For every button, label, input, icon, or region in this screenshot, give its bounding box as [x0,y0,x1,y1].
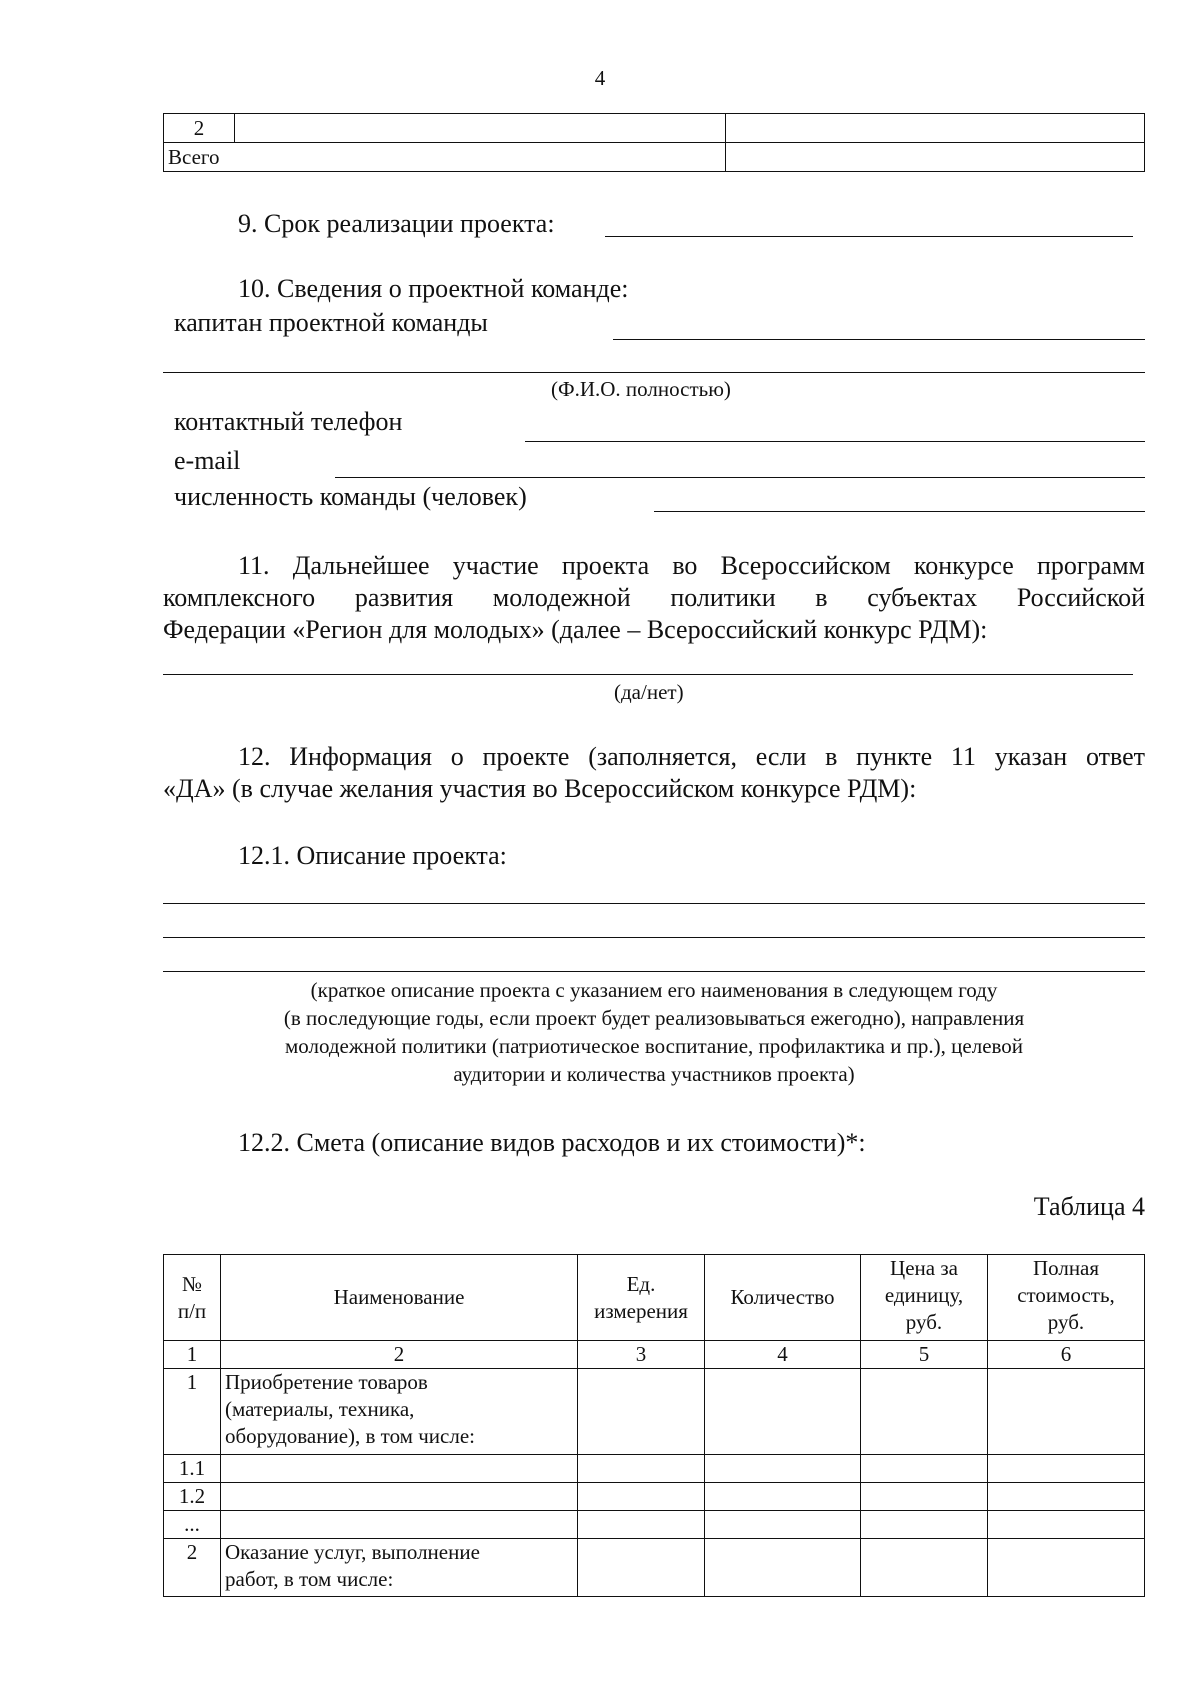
project-period-label: 9. Срок реализации проекта: [238,209,555,238]
total-label-cell: Всего [164,143,726,172]
team-size-field[interactable] [654,511,1145,512]
price-cell[interactable] [861,1539,988,1597]
table-row [164,1369,1145,1455]
team-section-title: 10. Сведения о проектной команде: [238,274,629,303]
row-name[interactable] [221,1455,578,1483]
total-cell[interactable] [988,1539,1145,1597]
header-qty: Количество [705,1255,861,1341]
budget-table [163,1254,1145,1597]
section12-line1: 12. Информация о проекте (заполняется, если в пункте 11 указан ответ [238,742,1145,771]
column-number-row [164,1341,1145,1369]
row-name-line: Приобретение товаров [225,1370,428,1394]
top-table [163,113,1145,172]
row-num: 2 [164,1539,221,1597]
header-text: п/п [177,1298,207,1323]
section12-line2: «ДА» (в случае желания участия во Всероссийском конкурсе РДМ): [163,774,917,803]
table-row [164,1539,1145,1597]
description-hint-line: молодежной политики (патриотическое воспитание, профилактика и пр.), целевой [284,1034,1024,1058]
col-number: 1 [164,1341,221,1369]
total-cell[interactable] [988,1511,1145,1539]
description-hint-line: (в последующие годы, если проект будет реализовываться ежегодно), направления [283,1006,1025,1030]
row-name-line: работ, в том числе: [225,1567,394,1591]
qty-cell[interactable] [705,1511,861,1539]
captain-field-line-2[interactable] [163,372,1145,373]
email-field[interactable] [335,477,1145,478]
price-cell[interactable] [861,1511,988,1539]
table-row [164,114,1145,143]
section11-line3: Федерации «Регион для молодых» (далее – Всероссийский конкурс РДМ): [163,615,988,644]
unit-cell[interactable] [578,1483,705,1511]
header-price [861,1255,988,1341]
participation-field[interactable] [163,674,1133,675]
col-number: 5 [861,1341,988,1369]
row-name [221,1369,578,1455]
header-text: Полная [1032,1256,1100,1280]
table-row [164,1483,1145,1511]
project-period-field[interactable] [605,236,1133,237]
description-field-line-1[interactable] [163,903,1145,904]
row-num: 1 [164,1369,221,1455]
total-cell[interactable] [988,1483,1145,1511]
col-number: 2 [221,1341,578,1369]
table-row [164,143,1145,172]
header-text: единицу, [884,1283,964,1307]
header-text: измерения [594,1298,688,1323]
header-text: № [181,1271,203,1296]
header-text: стоимость, [1017,1283,1115,1307]
row-name [221,1539,578,1597]
header-unit [578,1255,705,1341]
row-name[interactable] [221,1511,578,1539]
empty-cell[interactable] [235,114,726,143]
unit-cell[interactable] [578,1369,705,1455]
col-number: 4 [705,1341,861,1369]
phone-field[interactable] [525,441,1145,442]
row-name-line: оборудование), в том числе: [225,1424,475,1448]
row-num: 1.2 [164,1483,221,1511]
unit-cell[interactable] [578,1511,705,1539]
header-num [164,1255,221,1341]
captain-field[interactable] [613,339,1145,340]
header-text: руб. [905,1310,943,1334]
col-number: 3 [578,1341,705,1369]
unit-cell[interactable] [578,1455,705,1483]
unit-cell[interactable] [578,1539,705,1597]
header-text: руб. [1047,1310,1085,1334]
total-cell[interactable] [988,1455,1145,1483]
description-hint-line: (краткое описание проекта с указанием его наименования в следующем году [310,978,998,1002]
phone-label: контактный телефон [174,407,403,436]
header-name: Наименование [221,1255,578,1341]
yes-no-hint: (да/нет) [614,680,684,704]
budget-label: 12.2. Смета (описание видов расходов и их стоимости)*: [238,1128,866,1157]
price-cell[interactable] [861,1483,988,1511]
description-label: 12.1. Описание проекта: [238,841,507,870]
table-row [164,1511,1145,1539]
section11-line2: комплексного развития молодежной политики в субъектах Российской [163,583,1145,612]
price-cell[interactable] [861,1455,988,1483]
description-field-line-2[interactable] [163,937,1145,938]
description-hint [163,976,1145,1088]
team-size-label: численность команды (человек) [174,482,527,511]
row-name-line: (материалы, техника, [225,1397,415,1421]
section11-line1: 11. Дальнейшее участие проекта во Всероссийском конкурсе программ [238,551,1145,580]
table-header-row [164,1255,1145,1341]
description-field-line-3[interactable] [163,971,1145,972]
row-num: 1.1 [164,1455,221,1483]
table-caption: Таблица 4 [1033,1192,1145,1221]
page-number: 4 [594,66,606,90]
captain-label: капитан проектной команды [174,308,488,337]
price-cell[interactable] [861,1369,988,1455]
fio-hint: (Ф.И.О. полностью) [551,377,731,401]
qty-cell[interactable] [705,1369,861,1455]
header-total [988,1255,1145,1341]
qty-cell[interactable] [705,1539,861,1597]
header-text: Ед. [626,1271,656,1296]
total-value-cell[interactable] [726,143,1145,172]
row-name-line: Оказание услуг, выполнение [225,1540,480,1564]
header-text: Цена за [890,1256,958,1280]
email-label: e-mail [174,446,241,475]
table-row [164,1455,1145,1483]
row-number-cell: 2 [164,114,235,143]
qty-cell[interactable] [705,1483,861,1511]
empty-cell[interactable] [726,114,1145,143]
row-name[interactable] [221,1483,578,1511]
total-cell[interactable] [988,1369,1145,1455]
row-num: ... [164,1511,221,1539]
qty-cell[interactable] [705,1455,861,1483]
col-number: 6 [988,1341,1145,1369]
description-hint-line: аудитории и количества участников проекта) [453,1062,855,1086]
